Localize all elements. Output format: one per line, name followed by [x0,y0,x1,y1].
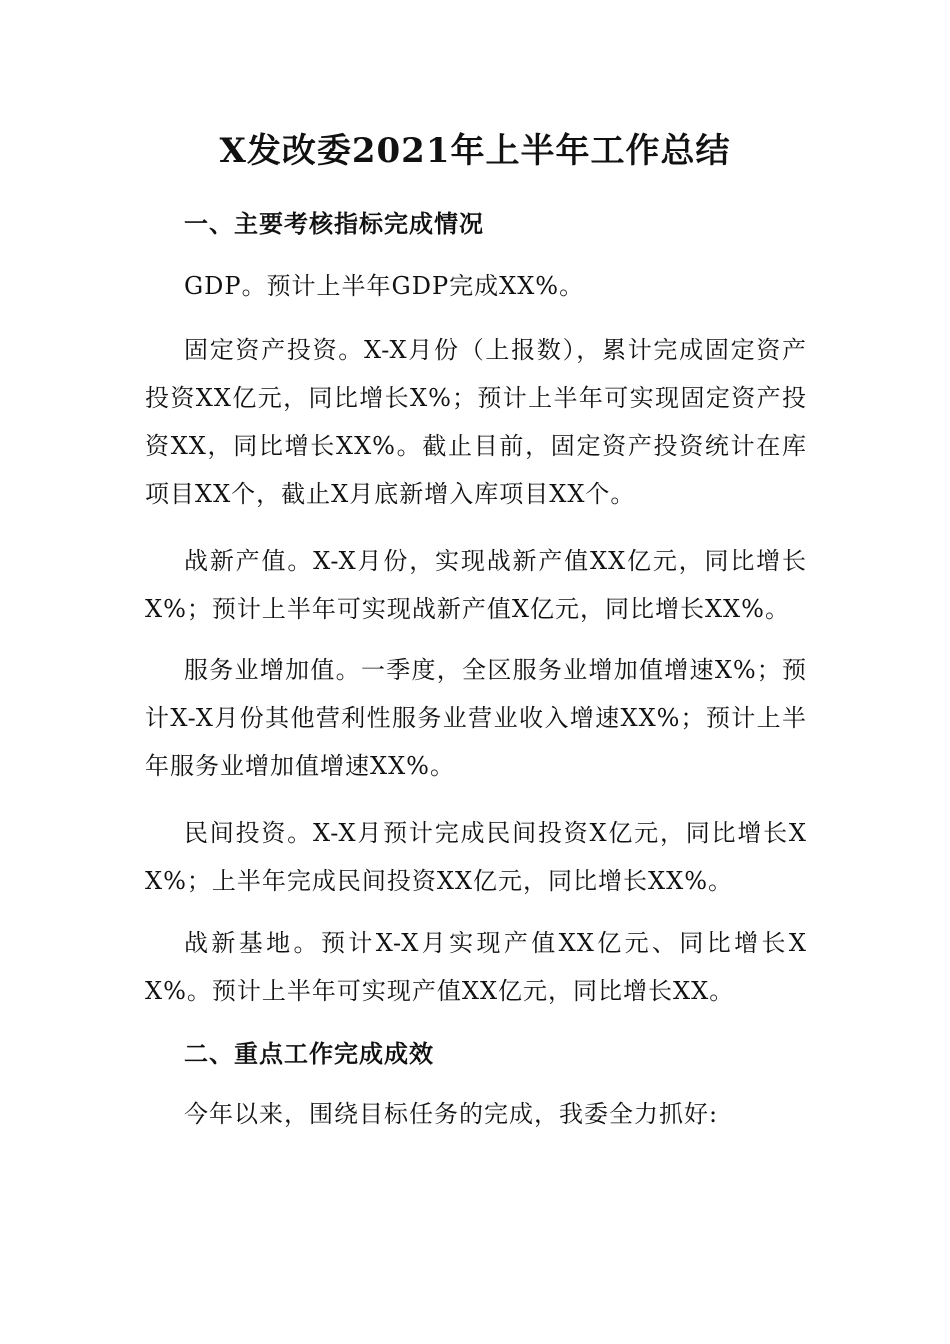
paragraph-gdp: GDP。预计上半年GDP完成XX%。 [184,272,585,300]
paragraph-private-investment: 民间投资。X-X月预计完成民间投资X亿元，同比增长XX%；上半年完成民间投资XX亿元，同比增长XX%。 [145,819,807,895]
paragraph-service-industry: 服务业增加值。一季度，全区服务业增加值增速X%；预计X-X月份其他营利性服务业营业收入增速XX%；预计上半年服务业增加值增速XX%。 [145,656,807,780]
paragraph-strategic-emerging-output: 战新产值。X-X月份，实现战新产值XX亿元，同比增长X%；预计上半年可实现战新产值X亿元，同比增长XX%。 [145,547,807,623]
paragraph-key-work-intro: 今年以来，围绕目标任务的完成，我委全力抓好: [184,1100,719,1128]
paragraph-strategic-emerging-base: 战新基地。预计X-X月实现产值XX亿元、同比增长XX%。预计上半年可实现产值XX亿元，同比增长XX。 [145,929,807,1005]
paragraph-fixed-asset-investment: 固定资产投资。X-X月份（上报数），累计完成固定资产投资XX亿元，同比增长X%；预计上半年可实现固定资产投资XX，同比增长XX%。截止目前，固定资产投资统计在库项目XX个，截止X月底新增入库项目XX个。 [145,336,807,508]
section-heading-1: 一、主要考核指标完成情况 [184,209,484,238]
document-title: X发改委2021年上半年工作总结 [219,131,731,171]
section-heading-2: 二、重点工作完成成效 [184,1039,434,1068]
